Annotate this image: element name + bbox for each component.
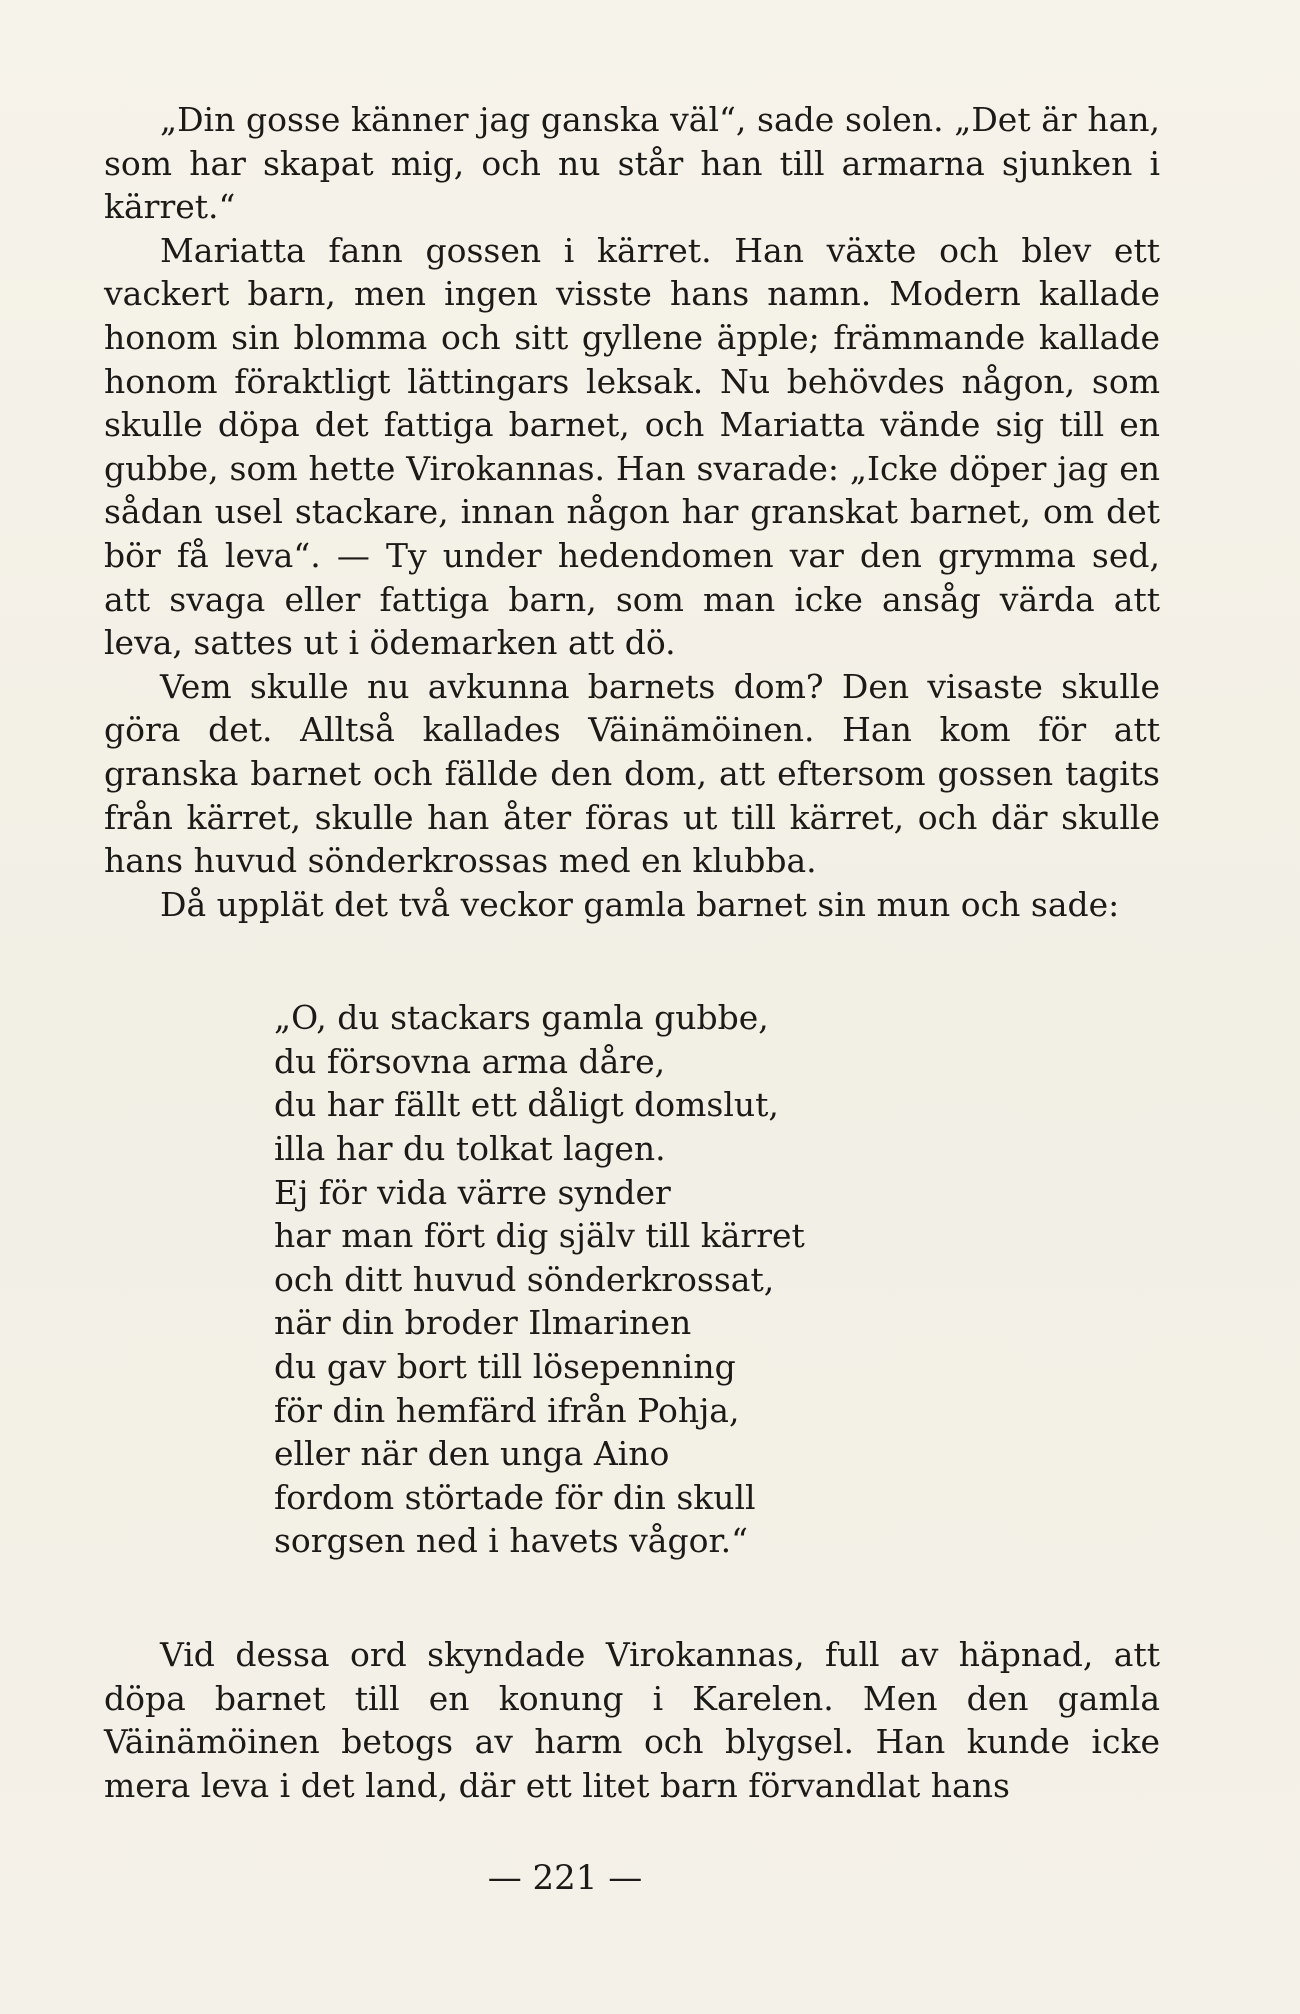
verse-line: du gav bort till lösepenning — [274, 1347, 736, 1387]
verse-line: och ditt huvud sönderkrossat, — [274, 1259, 775, 1299]
verse-line: „O, du stackars gamla gubbe, — [274, 998, 769, 1038]
paragraph-sun-reply: „Din gosse känner jag ganska väl“, sade solen. „Det är han, som har skapat mig, och nu står han till armarna sjunken i kärret.“ — [104, 100, 1160, 227]
verse-block — [274, 996, 1160, 1563]
page-body — [104, 98, 1160, 1807]
verse-line: har man fört dig själv till kärret — [274, 1216, 805, 1256]
paragraph-virokannas-baptizes: Vid dessa ord skyndade Virokannas, full av häpnad, att döpa barnet till en konung i Karelen. Men den gamla Väinämöinen betogs av harm och blygsel. Han kunde icke mera leva i det land, där ett litet barn förvandlat hans — [104, 1635, 1160, 1805]
verse-line: du har fällt ett dåligt domslut, — [274, 1085, 779, 1125]
verse-line: fordom störtade för din skull — [274, 1477, 756, 1517]
paragraph-judgment: Vem skulle nu avkunna barnets dom? Den visaste skulle göra det. Alltså kallades Väinämöinen. Han kom för att granska barnet och fällde den dom, att eftersom gossen tagits från kärret, skulle han åter föras ut till kärret, och där skulle hans huvud sönderkrossas med en klubba. — [104, 666, 1160, 881]
verse-line: när din broder Ilmarinen — [274, 1303, 692, 1343]
verse-line: sorgsen ned i havets vågor.“ — [274, 1521, 748, 1561]
verse-line: eller när den unga Aino — [274, 1434, 670, 1474]
verse-line: du försovna arma dåre, — [274, 1041, 666, 1081]
paragraph-mariatta-finds-boy: Mariatta fann gossen i kärret. Han växte och blev ett vackert barn, men ingen visste hans namn. Modern kallade honom sin blomma och sitt gyllene äpple; främmande kallade honom föraktligt lättingars leksak. Nu behövdes någon, som skulle döpa det fattiga barnet, och Mariatta vände sig till en gubbe, som hette Virokannas. Han svarade: „Icke döper jag en sådan usel stackare, innan någon har granskat barnet, om det bör få leva“. — Ty under hedendomen var den grymma sed, att svaga eller fattiga barn, som man icke ansåg värda att leva, sattes ut i ödemarken att dö. — [104, 230, 1160, 663]
verse-line: illa har du tolkat lagen. — [274, 1129, 666, 1169]
page-number: — 221 — — [487, 1858, 643, 1898]
verse-line: för din hemfärd ifrån Pohja, — [274, 1390, 740, 1430]
verse-line: Ej för vida värre synder — [274, 1172, 671, 1212]
paragraph-child-speaks: Då upplät det två veckor gamla barnet sin mun och sade: — [160, 884, 1120, 924]
